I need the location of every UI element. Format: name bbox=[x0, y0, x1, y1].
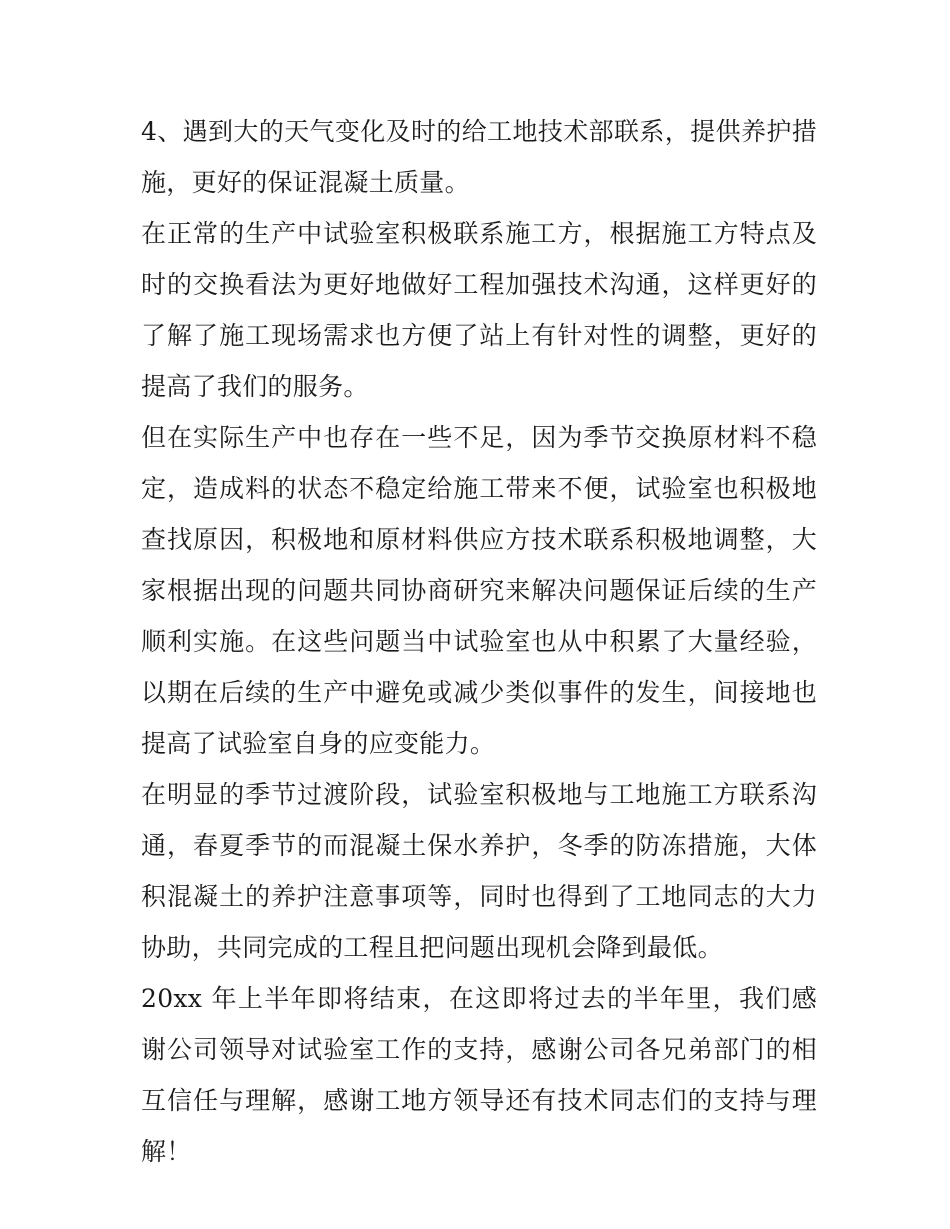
paragraph-communication: 在正常的生产中试验室积极联系施工方，根据施工方特点及时的交换看法为更好地做好工程加强技术沟通，这样更好的了解了施工现场需求也方便了站上有针对性的调整，更好的提高了我们的服务。 bbox=[141, 219, 817, 401]
document-page bbox=[141, 106, 817, 1177]
paragraph-seasonal-transition: 在明显的季节过渡阶段，试验室积极地与工地施工方联系沟通，春夏季节的而混凝土保水养护，冬季的防冻措施，大体积混凝土的养护注意事项等，同时也得到了工地同志的大力协助，共同完成的工程且把问题出现机会降到最低。 bbox=[141, 780, 817, 962]
paragraph-weather-measures: 4、遇到大的天气变化及时的给工地技术部联系，提供养护措施，更好的保证混凝土质量。 bbox=[141, 117, 817, 197]
paragraph-shortcomings: 但在实际生产中也存在一些不足，因为季节交换原材料不稳定，造成料的状态不稳定给施工带来不便，试验室也积极地查找原因，积极地和原材料供应方技术联系积极地调整，大家根据出现的问题共同协商研究来解决问题保证后续的生产顺利实施。在这些问题当中试验室也从中积累了大量经验，以期在后续的生产中避免或减少类似事件的发生，间接地也提高了试验室自身的应变能力。 bbox=[141, 423, 817, 758]
paragraph-thanks: 20xx 年上半年即将结束，在这即将过去的半年里，我们感谢公司领导对试验室工作的支持，感谢公司各兄弟部门的相互信任与理解，感谢工地方领导还有技术同志们的支持与理解！ bbox=[141, 984, 817, 1166]
